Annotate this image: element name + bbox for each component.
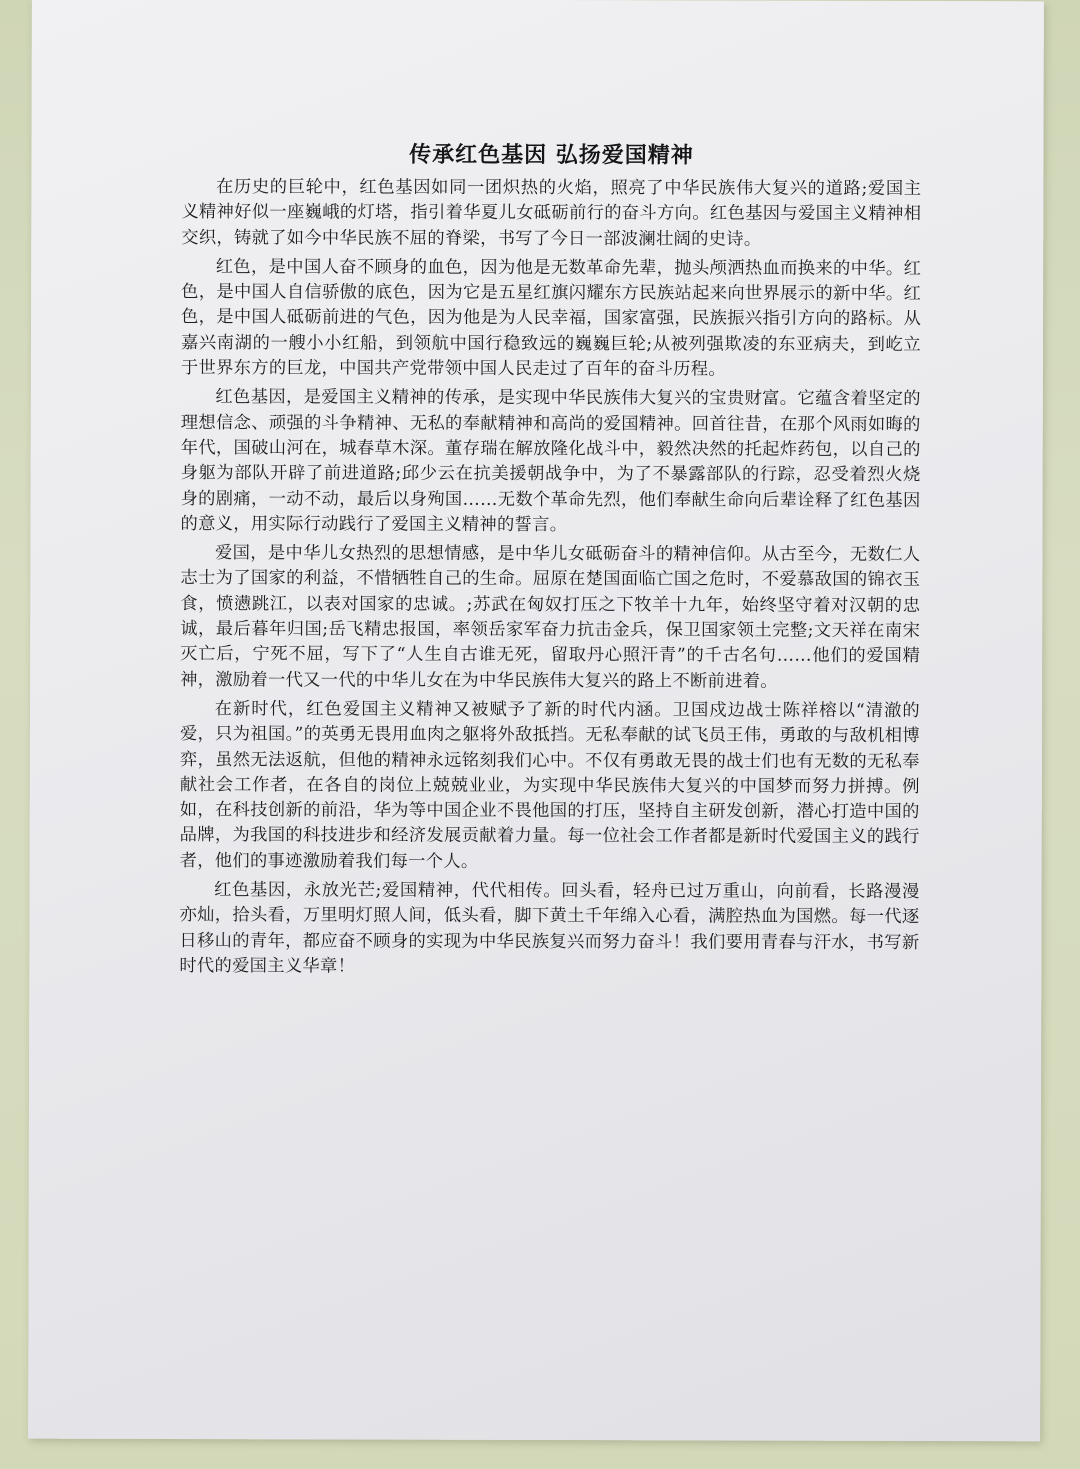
paper-sheet (28, 0, 1044, 1441)
paragraph-red-gene: 红色基因，是爱国主义精神的传承，是实现中华民族伟大复兴的宝贵财富。它蕴含着坚定的理想信念、顽强的斗争精神、无私的奉献精神和高尚的爱国精神。回首往昔，在那个风雨如晦的年代，国破山河在，城春草木深。董存瑞在解放隆化战斗中，毅然决然的托起炸药包，以自己的身躯为部队开辟了前进道路;邱少云在抗美援朝战争中，为了不暴露部队的行踪，忍受着烈火烧身的剧痛，一动不动，最后以身殉国……无数个革命先烈，他们奉献生命向后辈诠释了红色基因的意义，用实际行动践行了爱国主义精神的誓言。 (180, 387, 921, 535)
paragraph-patriotism: 爱国，是中华儿女热烈的思想情感，是中华儿女砥砺奋斗的精神信仰。从古至今，无数仁人志士为了国家的利益，不惜牺牲自己的生命。屈原在楚国面临亡国之危时，不爱慕敌国的锦衣玉食，愤懑跳江，以表对国家的忠诚。;苏武在匈奴打压之下牧羊十九年，始终坚守着对汉朝的忠诚，最后暮年归国;岳飞精忠报国，率领岳家军奋力抗击金兵，保卫国家领土完整;文天祥在南宋灭亡后，宁死不屈，写下了“人生自古谁无死，留取丹心照汗青”的千古名句……他们的爱国精神，激励着一代又一代的中华儿女在为中华民族伟大复兴的路上不断前进着。 (180, 543, 921, 692)
document-title: 传承红色基因 弘扬爱国精神 (409, 142, 694, 169)
paragraph-intro: 在历史的巨轮中，红色基因如同一团炽热的火焰，照亮了中华民族伟大复兴的道路;爱国主义精神好似一座巍峨的灯塔，指引着华夏儿女砥砺前行的奋斗方向。红色基因与爱国主义精神相交织，铸就了如今中华民族不屈的脊梁，书写了今日一部波澜壮阔的史诗。 (181, 177, 922, 250)
document-body (179, 137, 921, 985)
paragraph-new-era: 在新时代，红色爱国主义精神又被赋予了新的时代内涵。卫国戍边战士陈祥榕以“清澈的爱，只为祖国。”的英勇无畏用血肉之躯将外敌抵挡。无私奉献的试飞员王伟，勇敢的与敌机相博弈，虽然无法返航，但他的精神永远铭刻我们心中。不仅有勇敢无畏的战士们也有无数的无私奉献社会工作者，在各自的岗位上兢兢业业，为实现中华民族伟大复兴的中国梦而努力拼搏。例如，在科技创新的前沿，华为等中国企业不畏他国的打压，坚持自主研发创新，潜心打造中国的品牌，为我国的科技进步和经济发展贡献着力量。每一位社会工作者都是新时代爱国主义的践行者，他们的事迹激励着我们每一个人。 (179, 699, 921, 872)
paragraph-red-color: 红色，是中国人奋不顾身的血色，因为他是无数革命先辈，抛头颅洒热血而换来的中华。红色，是中国人自信骄傲的底色，因为它是五星红旗闪耀东方民族站起来向世界展示的新中华。红色，是中国人砥砺前进的气色，因为他是为人民幸福，国家富强，民族振兴指引方向的路标。从嘉兴南湖的一艘小小红船，到领航中国行稳致远的巍巍巨轮;从被列强欺凌的东亚病夫，到屹立于世界东方的巨龙，中国共产党带领中国人民走过了百年的奋斗历程。 (180, 257, 922, 380)
paragraph-conclusion: 红色基因，永放光芒;爱国精神，代代相传。回头看，轻舟已过万重山，向前看，长路漫漫亦灿，拾头看，万里明灯照人间，低头看，脚下黄土千年绵入心看，满腔热血为国燃。每一代逐日移山的青年，都应奋不顾身的实现为中华民族复兴而努力奋斗！我们要用青春与汗水，书写新时代的爱国主义华章！ (179, 880, 920, 977)
